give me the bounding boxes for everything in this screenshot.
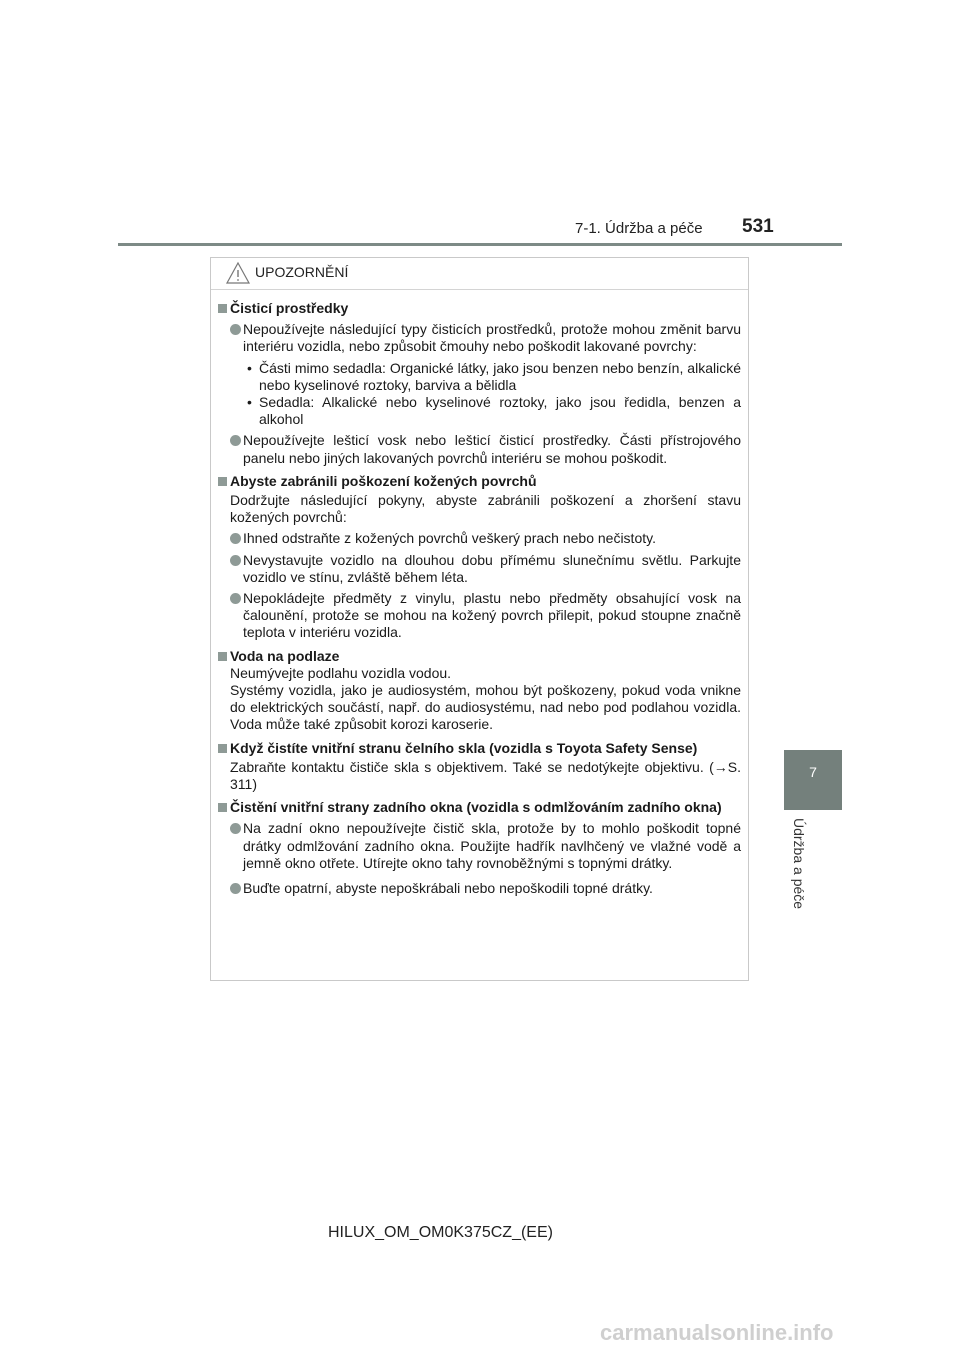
chapter-number: 7 bbox=[809, 764, 817, 780]
chapter-tab bbox=[784, 750, 842, 810]
paragraph: Neumývejte podlahu vozidla vodou. bbox=[230, 664, 452, 681]
square-bullet-icon bbox=[218, 803, 227, 812]
sub-list-item: • Části mimo sedadla: Organické látky, jako jsou benzen nebo benzín, alkalické nebo kyselinové roztoky, barviva a bělidla bbox=[247, 359, 741, 393]
section-heading: Abyste zabránili poškození kožených povrchů bbox=[218, 473, 741, 490]
circle-bullet-icon bbox=[230, 435, 241, 446]
list-item: Buďte opatrní, abyste nepoškrábali nebo nepoškodili topné drátky. bbox=[218, 880, 741, 897]
section-title: 7-1. Údržba a péče bbox=[575, 220, 703, 237]
list-item: Nepokládejte předměty z vinylu, plastu nebo předměty obsahující vosk na čalounění, protože se mohou na kožený povrch přilepit, pokud stoupne značně teplota v interiéru vozidla. bbox=[218, 590, 741, 642]
section-heading: Čistění vnitřní strany zadního okna (vozidla s odmlžováním zadního okna) bbox=[218, 799, 741, 816]
paragraph: Zabraňte kontaktu čističe skla s objektivem. Také se nedotýkejte objektivu. (→S. 311) bbox=[230, 758, 741, 793]
warning-triangle-icon bbox=[225, 261, 251, 285]
list-item: Nevystavujte vozidlo na dlouhou dobu přímému slunečnímu světlu. Parkujte vozidlo ve stínu, zvláště během léta. bbox=[218, 552, 741, 586]
sub-list-item: • Sedadla: Alkalické nebo kyselinové roztoky, jako jsou ředidla, benzen a alkohol bbox=[247, 394, 741, 428]
header-rule bbox=[118, 243, 842, 246]
circle-bullet-icon bbox=[230, 324, 241, 335]
list-item: Nepoužívejte lešticí vosk nebo lešticí čisticí prostředky. Části přístrojového panelu nebo jiných lakovaných povrchů interiéru se mohou poškodit. bbox=[218, 432, 741, 466]
list-item: Ihned odstraňte z kožených povrchů veškerý prach nebo nečistoty. bbox=[218, 530, 741, 547]
document-code: HILUX_OM_OM0K375CZ_(EE) bbox=[328, 1224, 553, 1241]
page-number: 531 bbox=[742, 216, 774, 237]
circle-bullet-icon bbox=[230, 555, 241, 566]
warning-title: UPOZORNĚNÍ bbox=[255, 264, 349, 280]
list-item: Nepoužívejte následující typy čisticích prostředků, protože mohou změnit barvu interiéru vozidla, nebo způsobit čmouhy nebo poškodit lakované povrchy: bbox=[218, 321, 741, 355]
square-bullet-icon bbox=[218, 744, 227, 753]
square-bullet-icon bbox=[218, 304, 227, 313]
warning-header bbox=[211, 258, 748, 290]
paragraph: Systémy vozidla, jako je audiosystém, mohou být poškozeny, pokud voda vnikne do elektrických součástí, např. do audiosystému, nad nebo pod podlahou vozidla. Voda může také způsobit korozi karoserie. bbox=[230, 682, 741, 733]
section-heading: Když čistíte vnitřní stranu čelního skla (vozidla s Toyota Safety Sense) bbox=[218, 740, 741, 757]
paragraph: Dodržujte následující pokyny, abyste zabránili poškození a zhoršení stavu kožených povrchů: bbox=[230, 492, 741, 526]
section-heading: Čisticí prostředky bbox=[218, 300, 741, 317]
circle-bullet-icon bbox=[230, 533, 241, 544]
chapter-label: Údržba a péče bbox=[791, 818, 807, 910]
warning-box bbox=[210, 257, 749, 981]
section-heading: Voda na podlaze bbox=[218, 648, 741, 665]
square-bullet-icon bbox=[218, 652, 227, 661]
warning-body bbox=[211, 290, 748, 897]
circle-bullet-icon bbox=[230, 823, 241, 834]
watermark: carmanualsonline.info bbox=[600, 1320, 834, 1345]
square-bullet-icon bbox=[218, 477, 227, 486]
circle-bullet-icon bbox=[230, 883, 241, 894]
circle-bullet-icon bbox=[230, 593, 241, 604]
list-item: Na zadní okno nepoužívejte čistič skla, protože by to mohlo poškodit topné drátky odmlžování zadního okna. Použijte hadřík navlhčený ve vlažné vodě a jemně okno otřete. Utírejte okno tahy rovnoběžnými s topnými drátky. bbox=[218, 820, 741, 872]
